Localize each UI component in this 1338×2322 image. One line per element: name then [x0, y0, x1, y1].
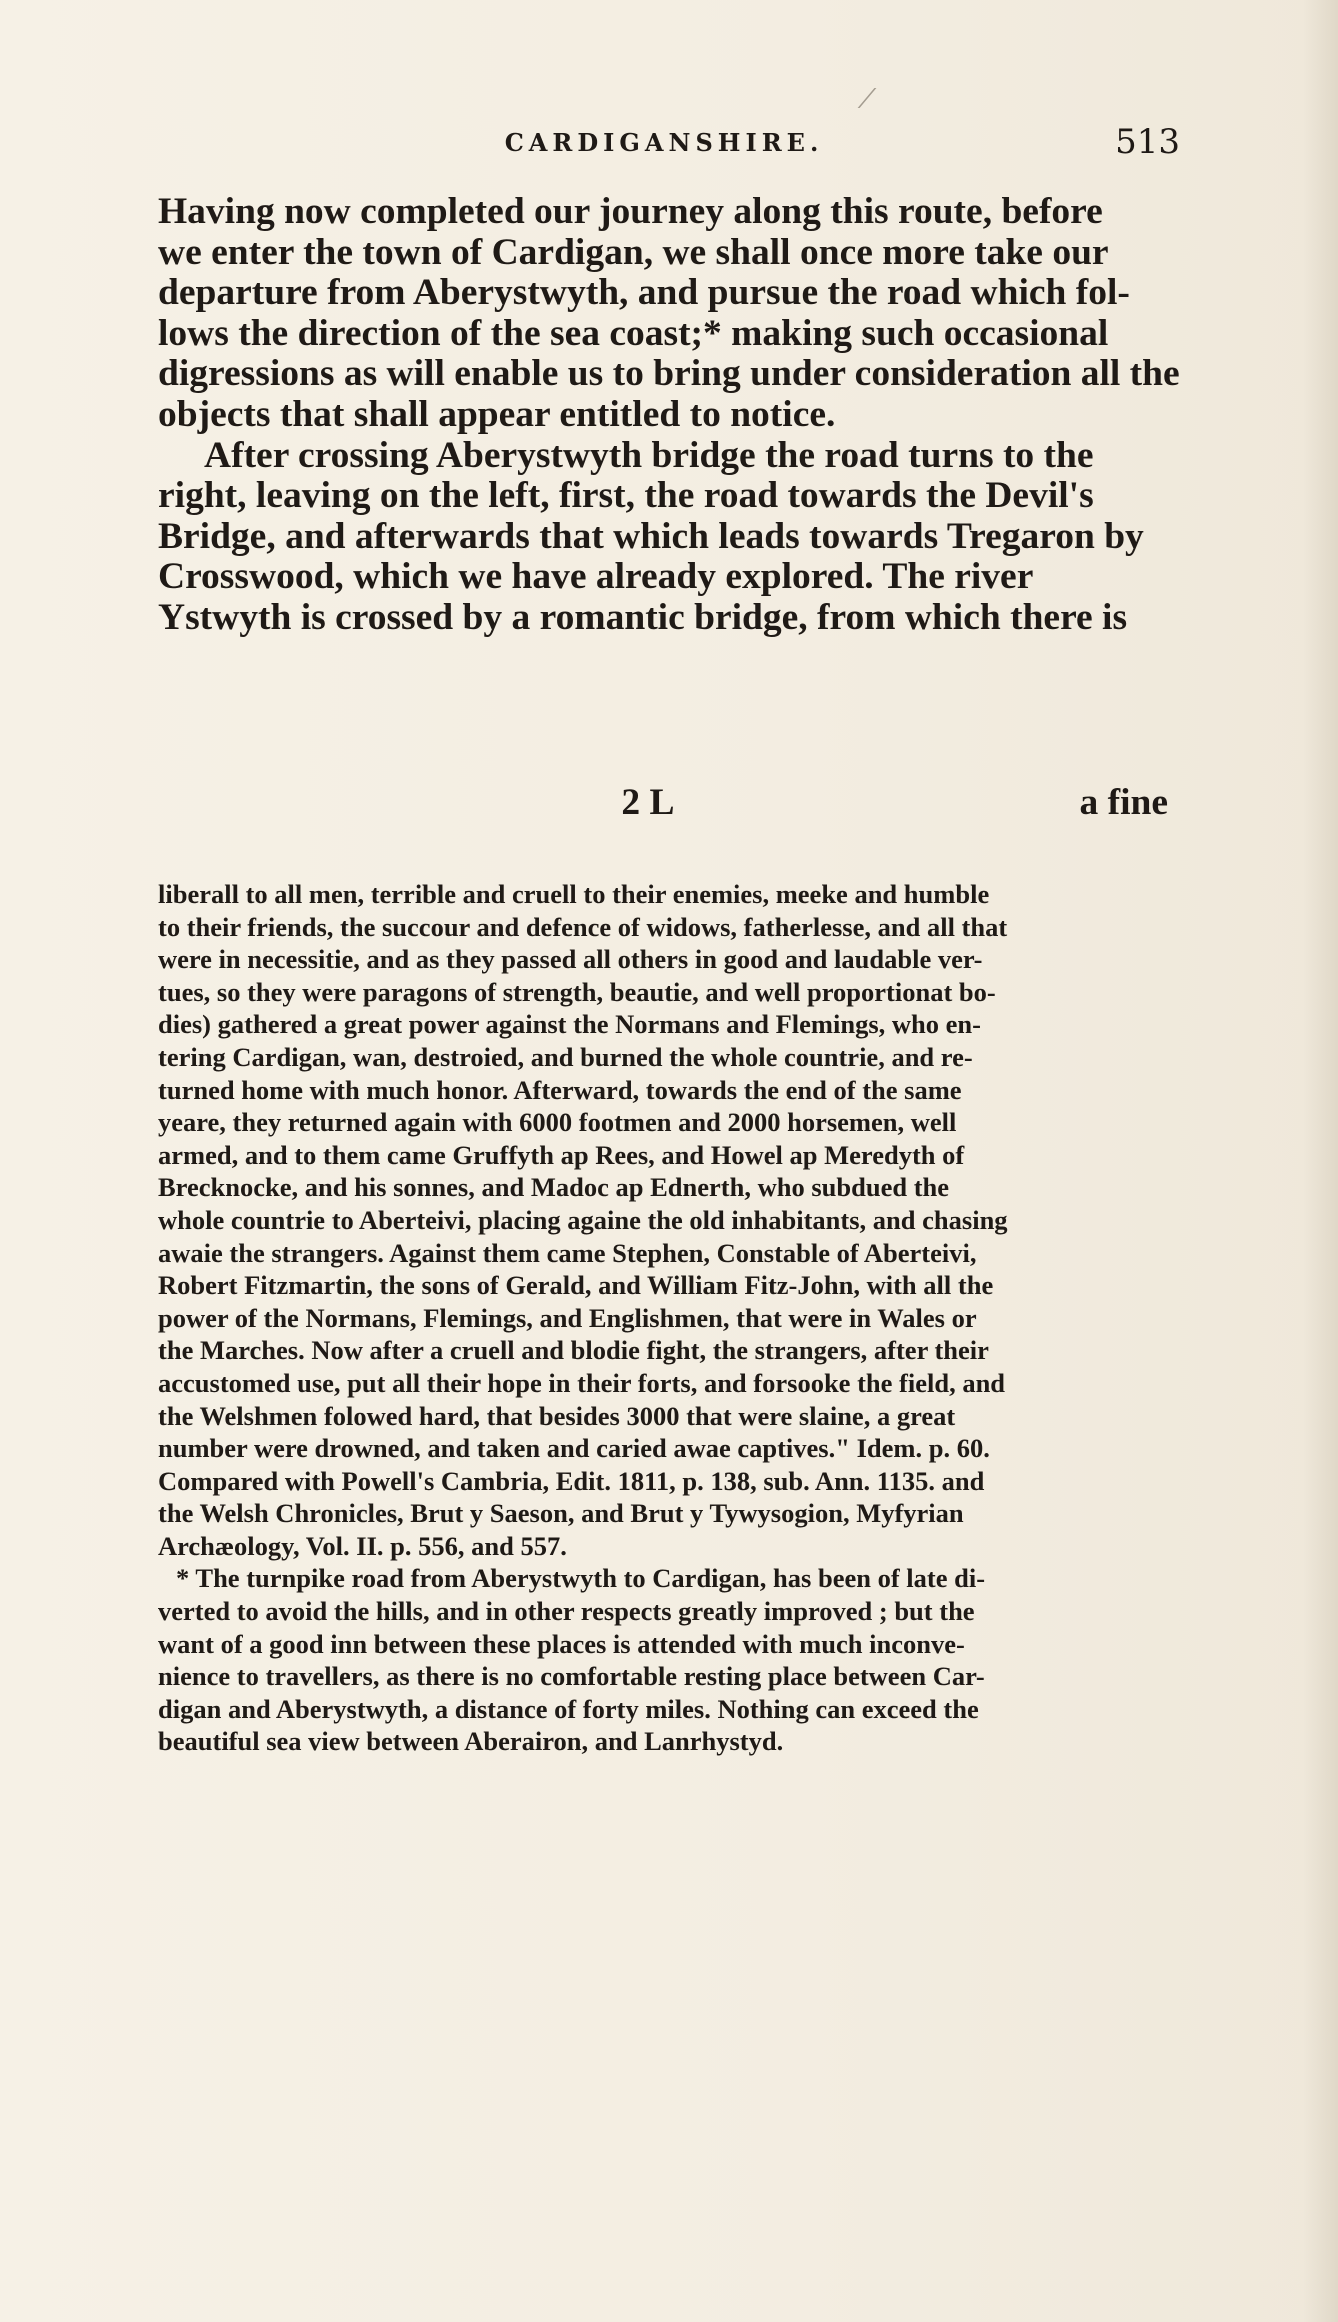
text-line: digressions as will enable us to bring under consideration all the	[158, 353, 1180, 395]
page-number: 513	[1115, 122, 1180, 162]
footnote-line: Compared with Powell's Cambria, Edit. 1811, p. 138, sub. Ann. 1135. and	[158, 1465, 985, 1496]
footnote-line: Robert Fitzmartin, the sons of Gerald, and William Fitz-John, with all the	[158, 1270, 994, 1301]
footnote-line: number were drowned, and taken and caried awae captives." Idem. p. 60.	[158, 1433, 990, 1464]
footnote-line: yeare, they returned again with 6000 footmen and 2000 horsemen, well	[158, 1107, 957, 1138]
text-line: Having now completed our journey along this route, before	[158, 191, 1103, 232]
footnote-2-line: beautiful sea view between Aberairon, and Lanrhystyd.	[158, 1726, 784, 1757]
footnote-line: tues, so they were paragons of strength, beautie, and well proportionat bo-	[158, 976, 996, 1007]
footnote-line: turned home with much honor. Afterward, towards the end of the same	[158, 1074, 962, 1105]
text-line: objects that shall appear entitled to notice.	[158, 393, 836, 435]
footnote-line: to their friends, the succour and defence of widows, fatherlesse, and all that	[158, 911, 1008, 942]
paragraph-1	[158, 191, 1180, 436]
signature-mark: 2 L	[621, 782, 675, 823]
footnote-2-line: want of a good inn between these places is attended with much inconve-	[158, 1628, 965, 1659]
gutter-shadow	[1302, 0, 1338, 2322]
footnote-line: armed, and to them came Gruffyth ap Rees, and Howel ap Meredyth of	[158, 1139, 965, 1170]
footnote-line: power of the Normans, Flemings, and Englishmen, that were in Wales or	[158, 1302, 977, 1333]
text-line: departure from Aberystwyth, and pursue the road which fol-	[158, 272, 1130, 314]
footnote-line: the Welsh Chronicles, Brut y Saeson, and Brut y Tywysogion, Myfyrian	[158, 1498, 964, 1529]
footnote-2-line: * The turnpike road from Aberystwyth to Cardigan, has been of late di-	[176, 1563, 986, 1594]
main-text	[158, 191, 1180, 639]
footnote-line: Archæology, Vol. II. p. 556, and 557.	[158, 1530, 567, 1561]
footnote-line: the Marches. Now after a cruell and blodie fight, the strangers, after their	[158, 1335, 989, 1366]
footnote-line: Brecknocke, and his sonnes, and Madoc ap Ednerth, who subdued the	[158, 1172, 950, 1203]
footnote-line: were in necessitie, and as they passed all others in good and laudable ver-	[158, 944, 983, 975]
running-head: CARDIGANSHIRE.	[504, 128, 824, 157]
footnote-line: accustomed use, put all their hope in their forts, and forsooke the field, and	[158, 1367, 1006, 1398]
text-line: After crossing Aberystwyth bridge the road turns to the	[204, 434, 1094, 476]
text-line: right, leaving on the left, first, the road towards the Devil's	[158, 475, 1094, 517]
footnote-line: awaie the strangers. Against them came Stephen, Constable of Aberteivi,	[158, 1237, 977, 1268]
footnote-2-line: nience to travellers, as there is no comfortable resting place between Car-	[158, 1661, 985, 1692]
footnote-line: tering Cardigan, wan, destroied, and burned the whole countrie, and re-	[158, 1041, 973, 1072]
text-line: lows the direction of the sea coast;* making such occasional	[158, 312, 1109, 354]
paragraph-2	[158, 436, 1168, 639]
footnote-line: liberall to all men, terrible and cruell to their enemies, meeke and humble	[158, 879, 990, 909]
text-line: Bridge, and afterwards that which leads towards Tregaron by	[158, 515, 1144, 557]
catchword: a fine	[1079, 782, 1168, 823]
footnote-line: whole countrie to Aberteivi, placing againe the old inhabitants, and chasing	[158, 1204, 1008, 1235]
text-line: we enter the town of Cardigan, we shall once more take our	[158, 231, 1109, 273]
footnote-line: the Welshmen folowed hard, that besides 3000 that were slaine, a great	[158, 1400, 956, 1431]
signature-row	[158, 781, 1168, 823]
footnote-line: dies) gathered a great power against the Normans and Flemings, who en-	[158, 1009, 981, 1040]
footnotes	[158, 878, 1168, 1758]
footnote-2-line: verted to avoid the hills, and in other respects greatly improved ; but the	[158, 1596, 975, 1627]
pencil-mark	[840, 88, 877, 108]
footnote-2-line: digan and Aberystwyth, a distance of forty miles. Nothing can exceed the	[158, 1693, 979, 1724]
text-line: Crosswood, which we have already explored. The river	[158, 556, 1034, 598]
text-line: Ystwyth is crossed by a romantic bridge, from which there is	[158, 596, 1128, 638]
